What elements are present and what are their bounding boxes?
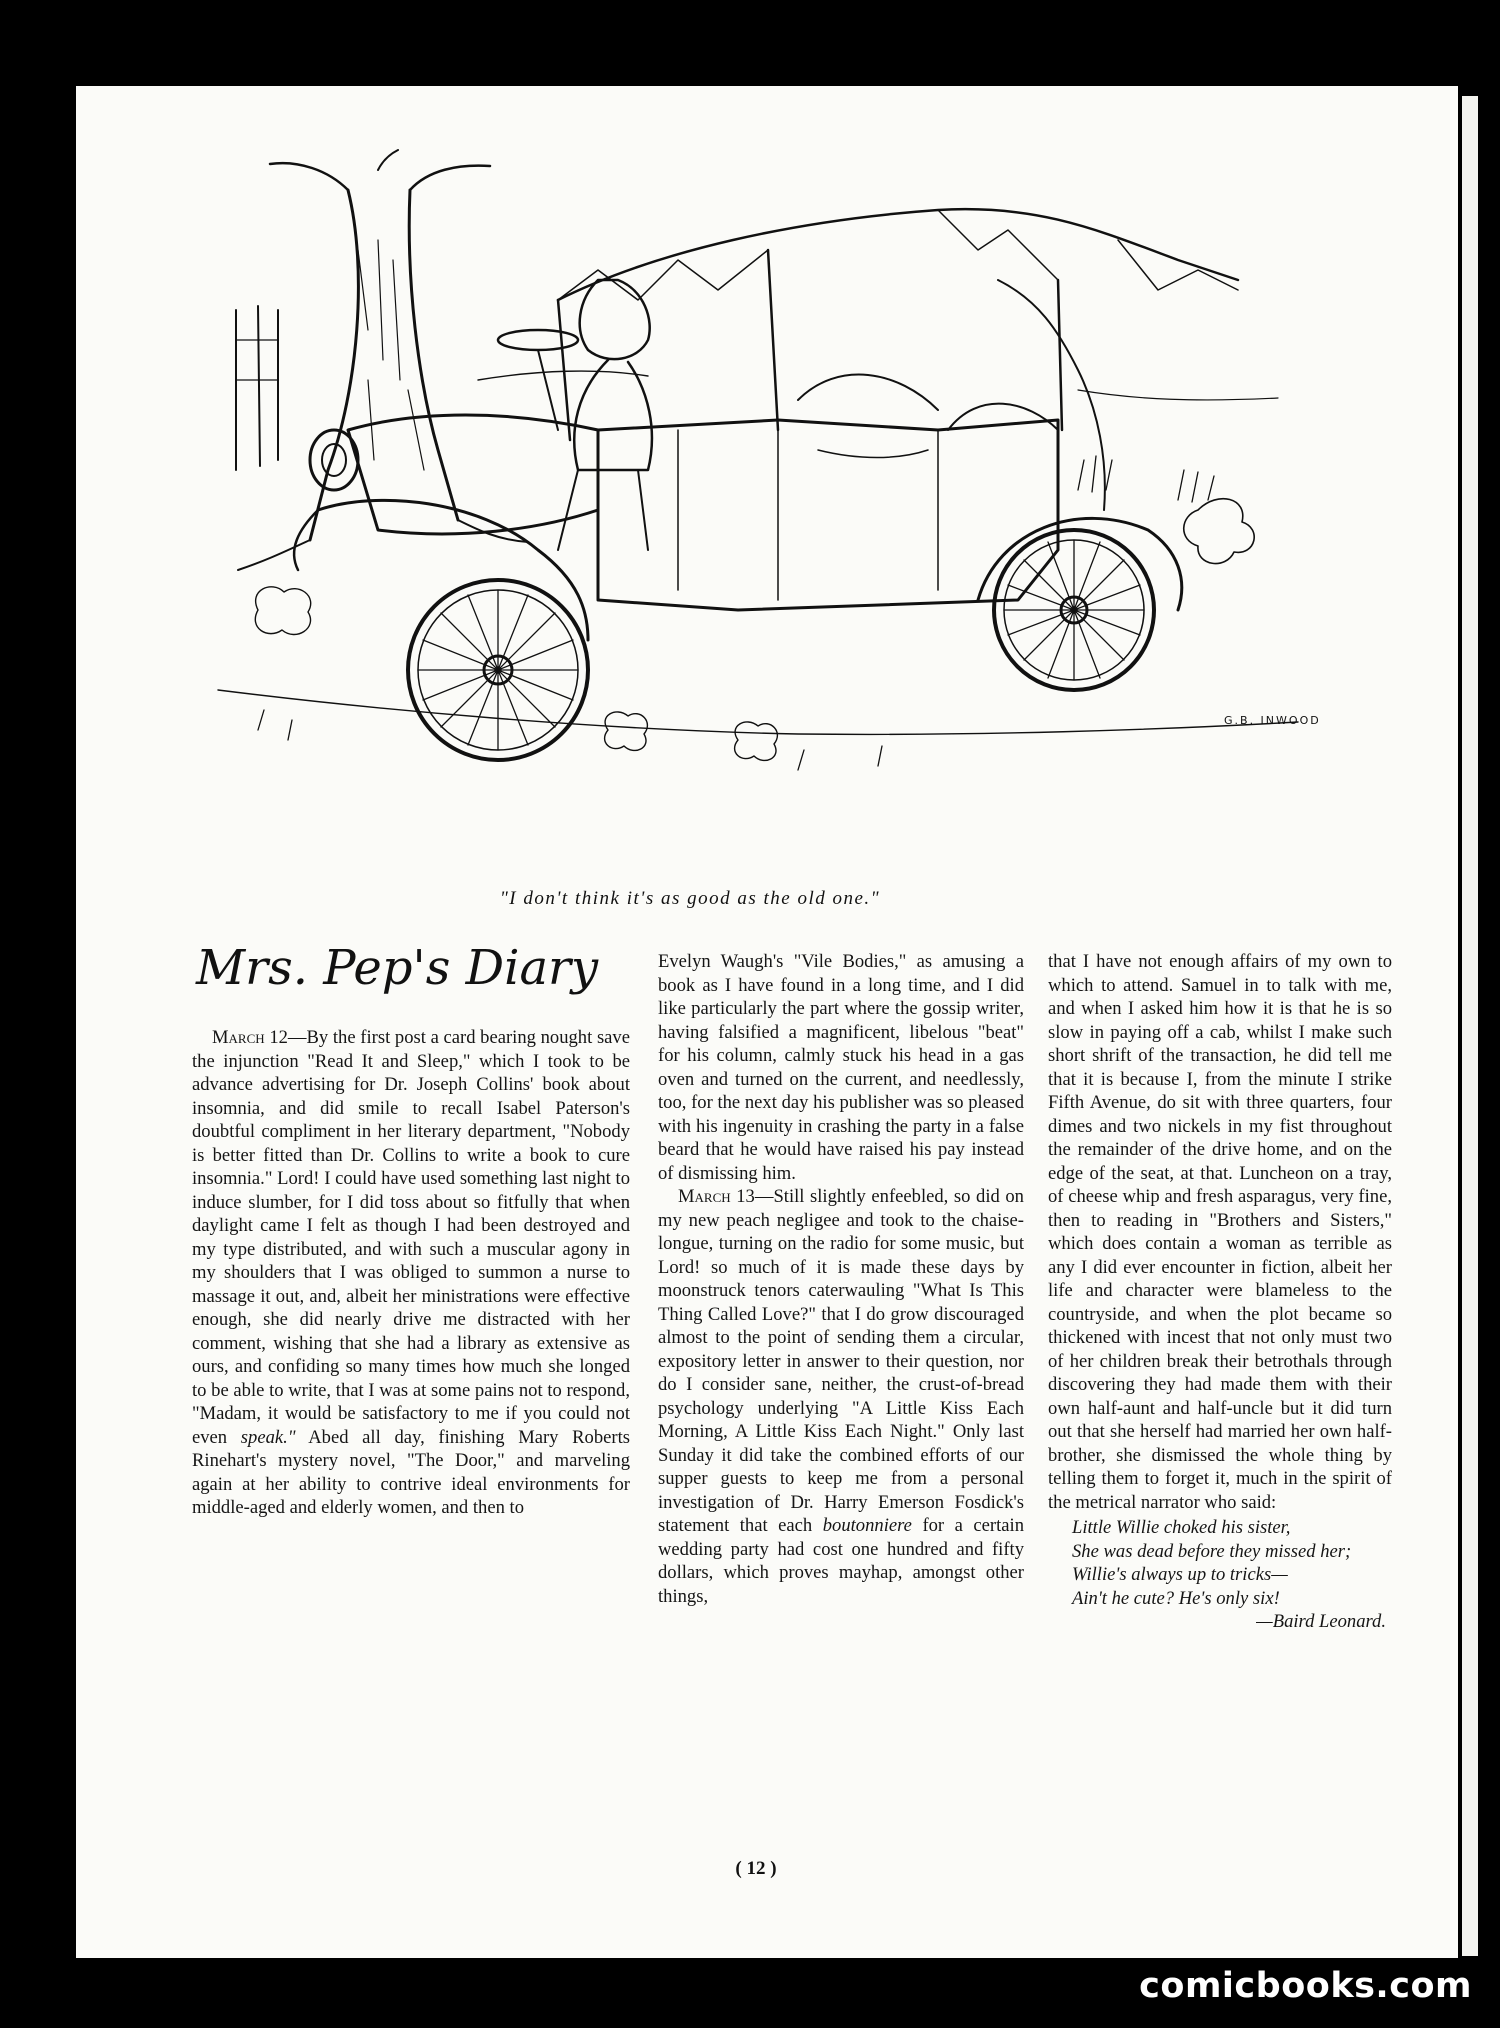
emphasis-text: speak."	[240, 1426, 296, 1448]
poem-line: Little Willie choked his sister,	[1072, 1517, 1291, 1538]
diary-entry-march-13	[658, 1185, 1024, 1608]
entry-text-continued: for a certain wedding party had cost one hundred and fifty dollars, which proves mayhap, amongst other things,	[658, 1515, 1024, 1607]
page-number: ( 12 )	[735, 1858, 777, 1879]
illustration-caption: "I don't think it's as good as the old one."	[499, 888, 881, 909]
car-illustration	[178, 130, 1328, 870]
entry-text-continued: Abed all day, finishing Mary Roberts Rinehart's mystery novel, "The Door," and marveling again at her ability to contrive ideal environments for middle-aged and elderly women, and then to	[192, 1426, 630, 1518]
article-title: Mrs. Pep's Diary	[196, 940, 599, 996]
diary-entry-march-12	[192, 1026, 630, 1520]
artist-signature: G.B. INWOOD	[1224, 714, 1321, 727]
site-watermark: comicbooks.com	[1139, 1966, 1472, 2006]
entry-text: —By the first post a card bearing nought save the injunction "Read It and Sleep," which I took to be advance advertising for Dr. Joseph Collins' book about insomnia, and did smile to recall Isabel Paterson's doubtful compliment in her literary department, "Nobody is better fitted than Dr. Collins to write a book to cure insomnia." Lord! I could have used something last night to induce slumber, for I did toss about so fitfully that when daylight came I felt as though I had been destroyed and my type distributed, and with such a muscular agony in my shoulders that I was obliged to summon a nurse to massage it out, and, albeit her ministrations were effective enough, she did nearly drive me distracted with her comment, wishing that she had a library as extensive as ours, and confiding so many times how much she longed to be able to write, that I was at some pains not to respond, "Madam, it would be satisfactory to me if you could not even	[192, 1027, 630, 1448]
poem-line: She was dead before they missed her;	[1072, 1540, 1352, 1562]
author-signature: —Baird Leonard.	[1256, 1611, 1386, 1632]
entry-date: March 12	[212, 1027, 288, 1048]
continued-paragraph: Evelyn Waugh's "Vile Bodies," as amusing a book as I have found in a long time, and I did like particularly the part where the gossip writer, having falsified a magnificent, libelous "beat" for his column, calmly stuck his head in a gas oven and turned on the current, and needlessly, too, for the next day his publisher was so pleased with his ingenuity in crashing the party in a false beard that he would have raised his pay instead of dismissing him.	[658, 951, 1024, 1184]
poem-line: Ain't he cute? He's only six!	[1072, 1587, 1280, 1609]
adjacent-page-edge	[1462, 96, 1478, 1956]
entry-text: —Still slightly enfeebled, so did on my new peach negligee and took to the chaise-longue, turning on the radio for some music, but Lord! so much of it is made these days by moonstruck tenors caterwauling "What Is This Thing Called Love?" that I do grow discouraged almost to the point of sending them a circular, expository letter in answer to their question, nor do I consider sane, neither, the crust-of-bread psychology underlying "A Little Kiss Each Morning, A Little Kiss Each Night." Only last Sunday it did take the combined efforts of our supper guests to keep me from a personal investigation of Dr. Harry Emerson Fosdick's statement that each	[658, 1186, 1024, 1536]
emphasis-text: boutonniere	[822, 1515, 912, 1536]
article-column-1	[192, 1026, 630, 1520]
article-column-3	[1048, 950, 1392, 1634]
article-column-2	[658, 950, 1024, 1608]
entry-date: March 13	[678, 1186, 755, 1207]
quoted-poem	[1048, 1516, 1392, 1634]
poem-line: Willie's always up to tricks—	[1072, 1564, 1288, 1585]
continued-paragraph: that I have not enough affairs of my own to which to attend. Samuel in to talk with me, and when I asked him how it is that he is so slow in paying off a cab, whilst I make such short shrift of the transaction, he did tell me that it is because I, from the minute I strike Fifth Avenue, do sit with three quarters, four dimes and two nickels in my fist throughout the remainder of the drive home, and on the edge of the seat, at that. Luncheon on a tray, of cheese whip and fresh asparagus, very fine, then to reading in "Brothers and Sisters," which does contain a woman as terrible as any I did ever encounter in fiction, albeit her life and character were blameless to the countryside, and when the plot became so thickened with incest that not only must two of her children break their betrothals through discovering they had made them with their own half-aunt and half-uncle but it did turn out that she herself had married her own half-brother, she dismissed the whole thing by telling them to forget it, much in the spirit of the metrical narrator who said:	[1048, 951, 1392, 1513]
